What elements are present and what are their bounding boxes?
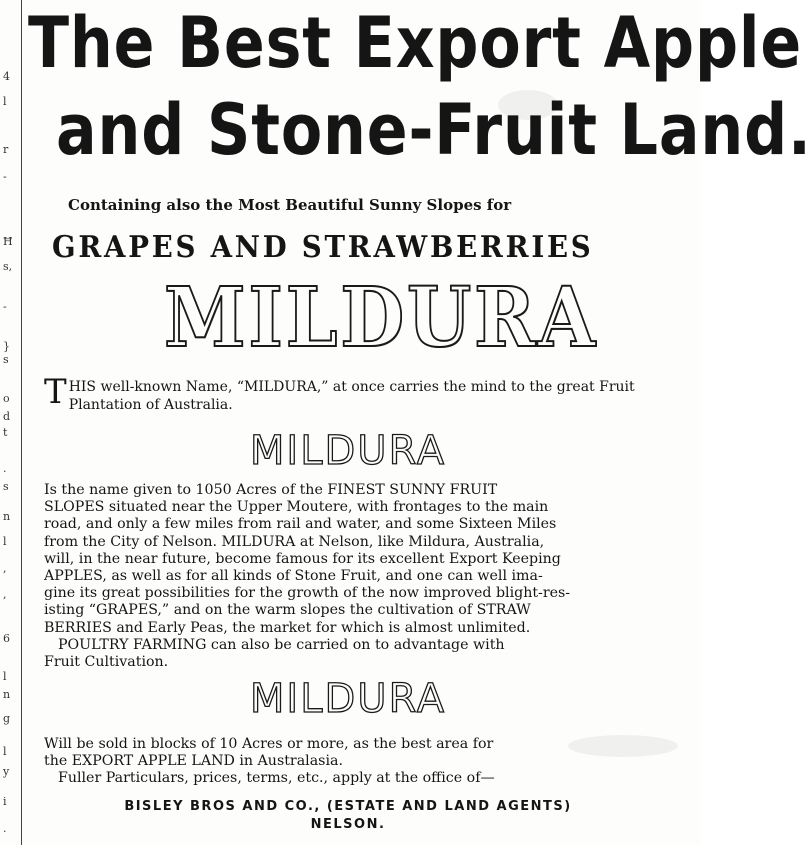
agents-block	[28, 798, 668, 834]
agents-name: BISLEY BROS AND CO., (ESTATE AND LAND AGENTS)	[124, 799, 572, 814]
intro-paragraph	[44, 372, 694, 414]
body-line: SLOPES situated near the Upper Moutere, with frontages to the main	[44, 499, 549, 516]
margin-char: s,	[3, 260, 13, 273]
margin-char: n	[3, 510, 11, 523]
margin-char: -	[3, 170, 7, 183]
section-heading-mildura-2: MILDURA	[249, 676, 447, 722]
body-line: gine its great possibilities for the growth of the now improved blight-res-	[44, 585, 571, 602]
body-line: APPLES, as well as for all kinds of Stone Fruit, and one can well ima-	[44, 568, 543, 585]
margin-char: .	[3, 462, 7, 475]
grapes-strawberries-heading: GRAPES AND STRAWBERRIES	[52, 230, 594, 265]
margin-char: -	[3, 300, 7, 313]
margin-char: ,	[3, 588, 7, 601]
margin-char: l	[3, 670, 7, 683]
mildura-advertisement	[28, 0, 812, 845]
body-line: isting “GRAPES,” and on the warm slopes the cultivation of STRAW	[44, 602, 531, 619]
margin-char: l	[3, 745, 7, 758]
margin-char: g	[3, 712, 11, 725]
subheading: Containing also the Most Beautiful Sunny Slopes for	[68, 196, 512, 214]
margin-char: l	[3, 535, 7, 548]
margin-char: }	[3, 340, 10, 353]
margin-char: y	[3, 765, 10, 778]
margin-char: 4	[3, 70, 10, 83]
section-heading-mildura-1: MILDURA	[249, 428, 447, 474]
description-paragraph	[44, 482, 684, 671]
margin-char: d	[3, 410, 11, 423]
body-line: Is the name given to 1050 Acres of the FINEST SUNNY FRUIT	[44, 482, 498, 498]
body-line: road, and only a few miles from rail and water, and some Sixteen Miles	[44, 516, 557, 533]
sale-line: Will be sold in blocks of 10 Acres or more, as the best area for	[44, 736, 494, 752]
column-rule	[21, 0, 22, 845]
print-smudge	[498, 90, 558, 120]
sale-line: the EXPORT APPLE LAND in Australasia.	[44, 753, 343, 769]
margin-char: s	[3, 353, 9, 366]
body-line: Fruit Cultivation.	[44, 654, 169, 671]
mildura-display-title: MILDURA	[164, 270, 598, 366]
margin-char: 6	[3, 632, 10, 645]
intro-text: HIS well-known Name, “MILDURA,” at once carries the mind to the great Fruit Plantation of Australia.	[68, 379, 635, 413]
margin-char: s	[3, 480, 9, 493]
body-line: from the City of Nelson. MILDURA at Nelson, like Mildura, Australia,	[44, 533, 545, 550]
headline-line-2: and Stone-Fruit Land.	[56, 89, 812, 171]
agents-town: NELSON.	[310, 817, 386, 832]
margin-char: .	[3, 822, 7, 835]
headline-line-1: The Best Export Apple	[28, 2, 803, 84]
margin-char: r	[3, 143, 9, 156]
body-line: POULTRY FARMING can also be carried on to advantage with	[58, 636, 505, 653]
sale-line: Fuller Particulars, prices, terms, etc., apply at the office of—	[58, 770, 495, 786]
margin-char: n	[3, 688, 11, 701]
drop-cap: T	[44, 372, 67, 412]
body-line: will, in the near future, become famous for its excellent Export Keeping	[44, 550, 561, 567]
print-smudge	[568, 735, 678, 757]
margin-char: Ħ	[3, 235, 13, 248]
margin-char: t	[3, 426, 8, 439]
body-line: BERRIES and Early Peas, the market for which is almost unlimited.	[44, 619, 531, 636]
margin-char: l	[3, 95, 7, 108]
adjacent-column-fragment	[0, 0, 24, 845]
margin-char: o	[3, 392, 10, 405]
margin-char: i	[3, 795, 7, 808]
margin-char: ,	[3, 562, 7, 575]
